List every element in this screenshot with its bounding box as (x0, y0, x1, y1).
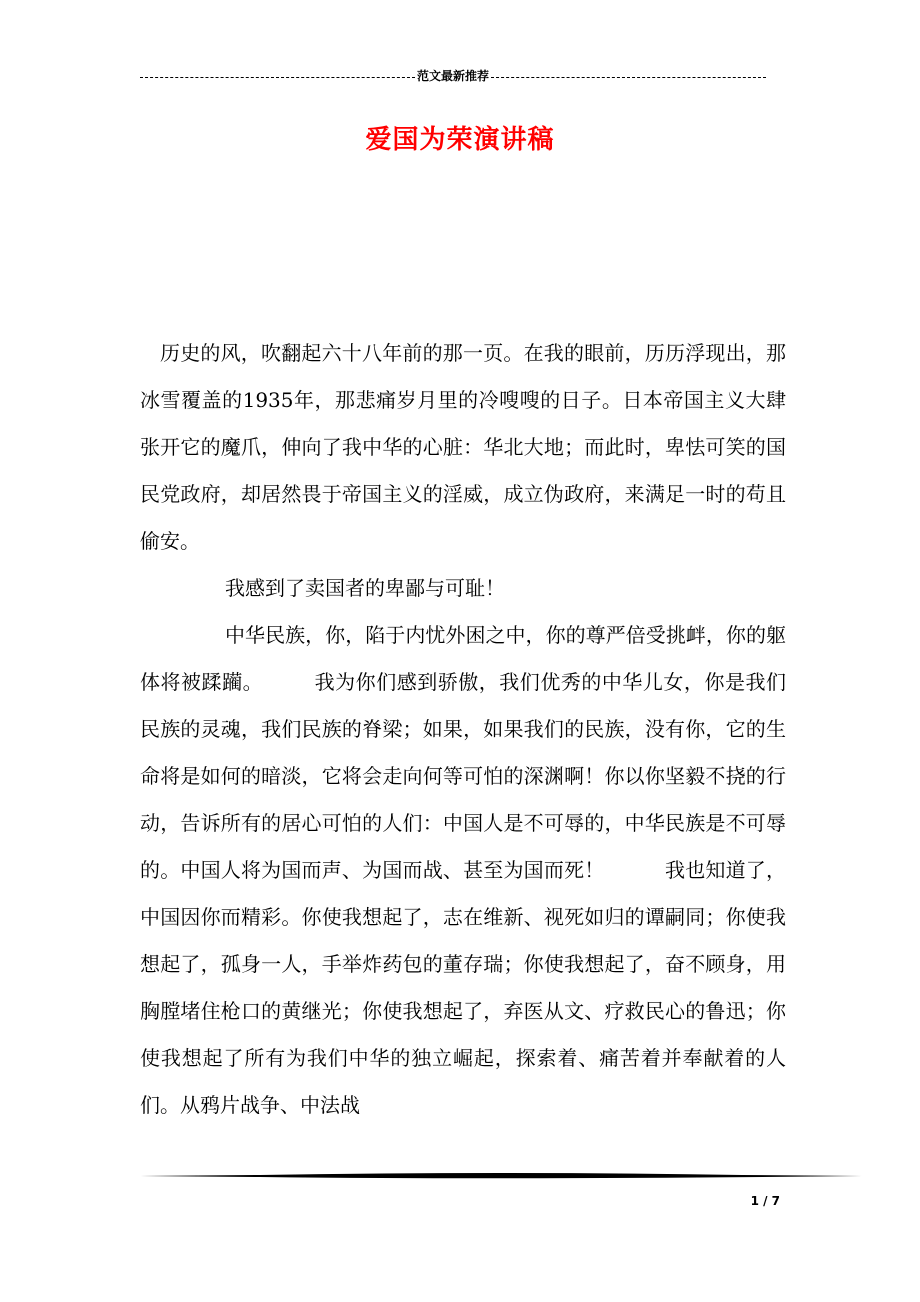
document-title: 爱国为荣演讲稿 (365, 125, 555, 155)
paragraph-1: 历史的风，吹翻起六十八年前的那一页。在我的眼前，历历浮现出，那冰雪覆盖的1935年，那悲痛岁月里的冷嗖嗖的日子。日本帝国主义大肆张开它的魔爪，伸向了我中华的心脏：华北大地；而此时，卑怯可笑的国民党政府，却居然畏于帝国主义的淫威，成立伪政府，来满足一时的苟且偷安。 (140, 341, 786, 553)
header-label: 范文最新推荐 (417, 69, 490, 83)
header-dash-left (140, 77, 415, 78)
footer-rule (140, 1170, 862, 1182)
document-body (140, 330, 786, 1129)
header-dash-right (491, 77, 766, 78)
paragraph-2: 我感到了卖国者的卑鄙与可耻！ (225, 576, 505, 600)
page-number: 1 / 7 (750, 1194, 780, 1208)
paragraph-3: 中华民族，你，陷于内忧外困之中，你的尊严倍受挑衅，你的躯体将被蹂躏。 我为你们感到骄傲，我们优秀的中华儿女，你是我们民族的灵魂，我们民族的脊梁；如果，如果我们的民族，没有你，它的生命将是如何的暗淡，它将会走向何等可怕的深渊啊！你以你坚毅不挠的行动，告诉所有的居心可怕的人们：中国人是不可辱的，中华民族是不可辱的。中国人将为国而声、为国而战、甚至为国而死！ 我也知道了，中国因你而精彩。你使我想起了，志在维新、视死如归的谭嗣同；你使我想起了，孤身一人，手举炸药包的董存瑞；你使我想起了，奋不顾身，用胸膛堵住枪口的黄继光；你使我想起了，弃医从文、疗救民心的鲁迅；你使我想起了所有为我们中华的独立崛起，探索着、痛苦着并奉献着的人们。从鸦片战争、中法战 (140, 623, 786, 1117)
page-header (140, 68, 766, 84)
